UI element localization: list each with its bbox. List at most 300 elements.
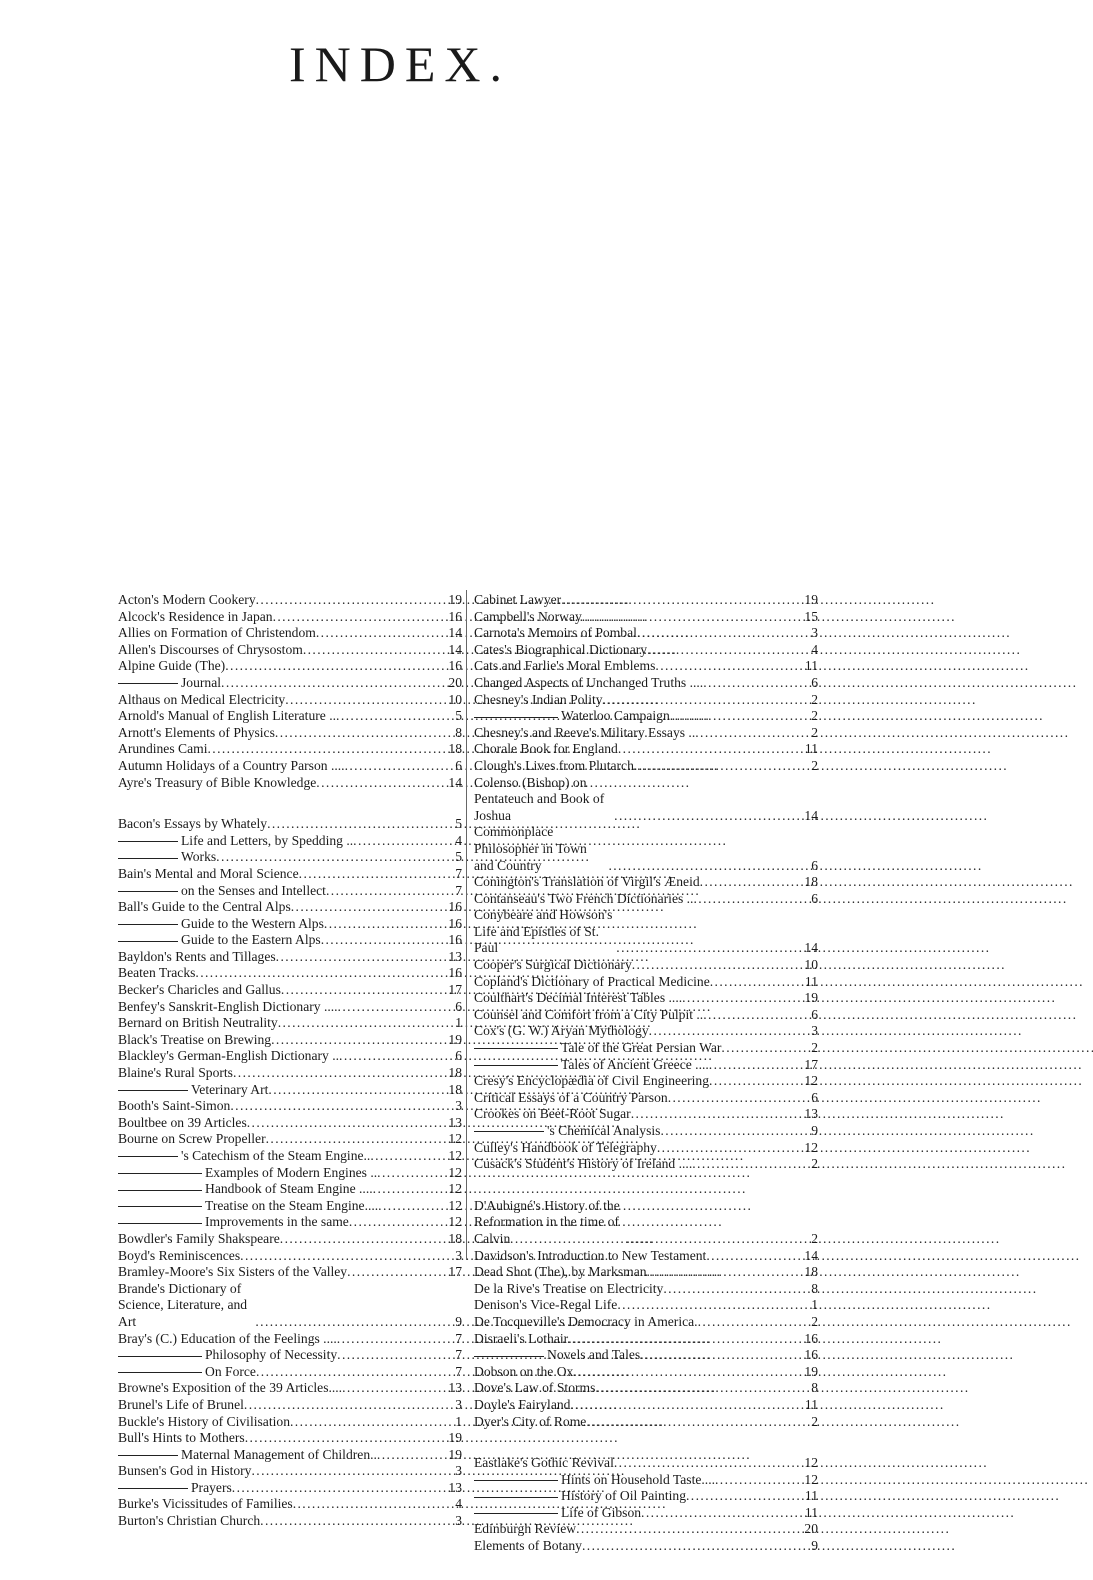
index-entry [474, 891, 818, 908]
ditto-rule [474, 1048, 558, 1049]
entry-text: Chesney's Indian Polity [474, 691, 603, 707]
entry-page-number: 12 [448, 1197, 462, 1213]
index-entry [118, 609, 462, 626]
entry-title [118, 1231, 280, 1248]
leader-dots [617, 1297, 796, 1314]
leader-dots [276, 949, 440, 966]
entry-page-number: 19 [448, 1430, 462, 1446]
leader-dots [278, 1015, 440, 1032]
index-entry [474, 1073, 818, 1090]
entry-text: Brande's Dictionary of Science, Literature, and Art [118, 1280, 248, 1329]
entry-text: Doyle's Fairyland [474, 1396, 571, 1412]
entry-title [474, 1106, 631, 1123]
entry-title [118, 965, 195, 982]
index-entry [118, 866, 462, 883]
entry-text: Cates's Biographical Dictionary [474, 641, 648, 657]
entry-title [474, 891, 693, 908]
index-entry [474, 974, 818, 991]
index-entry [474, 824, 818, 874]
leader-dots [715, 1472, 796, 1489]
leader-dots [255, 1314, 440, 1331]
entry-text: Becker's Charicles and Gallus [118, 982, 281, 998]
index-entry [474, 1123, 818, 1140]
index-section [118, 592, 462, 791]
entry-text: Brunel's Life of Brunel [118, 1396, 244, 1412]
entry-text: Bernard on British Neutrality [118, 1015, 278, 1031]
leader-dots [342, 1380, 440, 1397]
leader-dots [324, 916, 440, 933]
entry-title [118, 1198, 378, 1215]
index-entry [474, 708, 818, 725]
index-entry [474, 1264, 818, 1281]
entry-page-number: 17 [448, 1264, 462, 1280]
leader-dots [570, 1397, 796, 1414]
leader-dots [709, 1057, 796, 1074]
entry-title [474, 1023, 649, 1040]
entry-text: De Tocqueville's Democracy in America. [474, 1313, 698, 1329]
leader-dots [285, 692, 440, 709]
entry-text: De la Rive's Treatise on Electricity [474, 1280, 664, 1296]
entry-title [118, 675, 221, 692]
leader-dots [221, 675, 440, 692]
index-entry [474, 758, 818, 775]
leader-dots [293, 1496, 440, 1513]
entry-text: Examples of Modern Engines .. [205, 1164, 378, 1180]
index-entry [474, 1140, 818, 1157]
index-entry [474, 1521, 818, 1538]
entry-text: Davidson's Introduction to New Testament [474, 1247, 707, 1263]
entry-text: Autumn Holidays of a Country Parson .... [118, 757, 345, 773]
entry-text: Improvements in the same [205, 1214, 349, 1230]
leader-dots [338, 999, 440, 1016]
entry-page-number: 11 [804, 973, 818, 989]
leader-dots [232, 1480, 440, 1497]
index-entry [118, 1082, 462, 1099]
entry-page-number: 2 [811, 1040, 818, 1056]
index-entry [118, 999, 462, 1016]
index-entry [474, 1455, 818, 1472]
leader-dots [271, 1032, 440, 1049]
index-entry [118, 1414, 462, 1431]
index-entry [474, 1314, 818, 1331]
leader-dots [251, 1463, 440, 1480]
entry-page-number: 6 [811, 674, 818, 690]
leader-dots [225, 658, 440, 675]
index-entry [474, 1248, 818, 1265]
entry-title [118, 658, 225, 675]
entry-title [118, 1281, 255, 1331]
entry-title [118, 1496, 293, 1513]
leader-dots [377, 1165, 440, 1182]
leader-dots [710, 974, 796, 991]
entry-title [118, 1463, 251, 1480]
entry-title [118, 1048, 339, 1065]
ditto-rule [118, 1223, 202, 1224]
entry-page-number: 6 [811, 1089, 818, 1105]
leader-dots [336, 708, 440, 725]
entry-text: Guide to the Eastern Alps [181, 932, 321, 948]
entry-title [118, 866, 299, 883]
leader-dots [316, 775, 440, 792]
leader-dots [632, 957, 796, 974]
leader-dots [233, 1065, 440, 1082]
entry-page-number: 14 [804, 807, 818, 823]
entry-page-number: 2 [811, 1413, 818, 1429]
entry-text: Guide to the Western Alps [181, 915, 324, 931]
entry-title [474, 1198, 626, 1248]
index-entry [474, 592, 818, 609]
entry-title [118, 1032, 271, 1049]
entry-title [474, 1380, 595, 1397]
index-entry [118, 1115, 462, 1132]
entry-text: D'Aubigné's History of the Reformation in the time of Calvin [474, 1197, 620, 1246]
entry-title [474, 1123, 660, 1140]
entry-page-number: 14 [448, 774, 462, 790]
entry-text: Bunsen's God in History [118, 1463, 252, 1479]
index-entry [118, 1513, 462, 1530]
entry-title [474, 1281, 663, 1298]
entry-title [118, 883, 326, 900]
index-entry [474, 1331, 818, 1348]
entry-text: Dyer's City of Rome [474, 1413, 587, 1429]
leader-dots [280, 1231, 440, 1248]
leader-dots [321, 932, 440, 949]
ditto-rule [118, 841, 178, 842]
leader-dots [353, 833, 440, 850]
entry-page-number: 9 [811, 1123, 818, 1138]
entry-text: Journal [181, 674, 222, 690]
entry-page-number: 2 [811, 757, 818, 773]
entry-text: Eastlake's Gothic Revival [474, 1455, 614, 1471]
entry-page-number: 3 [811, 1023, 818, 1039]
index-entry [118, 708, 462, 725]
entry-text: Bacon's Essays by Whately [118, 816, 268, 832]
entry-page-number: 11 [804, 741, 818, 757]
entry-title [118, 1148, 370, 1165]
entry-text: Bramley-Moore's Six Sisters of the Valley [118, 1264, 348, 1280]
leader-dots [657, 1140, 796, 1157]
index-entry [118, 916, 462, 933]
entry-page-number: 17 [448, 982, 462, 998]
entry-page-number: 14 [804, 940, 818, 956]
entry-page-number: 9 [455, 1313, 462, 1329]
entry-text: Dove's Law of Storms [474, 1380, 596, 1396]
entry-text: Life and Letters, by Spedding .. [181, 832, 354, 848]
index-entry [118, 1198, 462, 1215]
ditto-rule [118, 924, 178, 925]
entry-page-number: 18 [448, 1081, 462, 1097]
index-entry [118, 1032, 462, 1049]
ditto-rule [118, 1156, 178, 1157]
leader-dots [721, 1040, 796, 1057]
leader-dots [247, 1115, 440, 1132]
leader-dots [378, 1198, 440, 1215]
entry-page-number: 13 [448, 1114, 462, 1130]
entry-page-number: 18 [804, 874, 818, 890]
entry-page-number: 2 [811, 1230, 818, 1246]
entry-page-number: 5 [455, 816, 462, 832]
leader-dots [703, 1007, 796, 1024]
entry-page-number: 3 [455, 1463, 462, 1479]
entry-text: Critical Essays of a Country Parson [474, 1089, 668, 1105]
entry-text: Handbook of Steam Engine .... [205, 1181, 373, 1197]
entry-text: Conington's Translation of Virgil's Æneid [474, 874, 700, 890]
entry-text: Browne's Exposition of the 39 Articles.... [118, 1380, 343, 1396]
entry-text: Bull's Hints to Mothers [118, 1430, 245, 1446]
entry-text: Arnold's Manual of English Literature .. [118, 708, 337, 724]
entry-page-number: 16 [804, 1330, 818, 1346]
ditto-rule [118, 1173, 202, 1174]
entry-text: Allen's Discourses of Chrysostom [118, 641, 303, 657]
entry-page-number: 10 [804, 957, 818, 973]
index-entry [118, 965, 462, 982]
entry-text: Waterloo Campaign [561, 708, 670, 724]
entry-text: Colenso (Bishop) on Pentateuch and Book of Joshua [474, 774, 605, 823]
entry-page-number: 2 [811, 1156, 818, 1172]
entry-page-number: 1 [455, 1015, 462, 1031]
entry-page-number: 2 [811, 708, 818, 724]
index-entry [118, 758, 462, 775]
index-entry [118, 625, 462, 642]
leader-dots [663, 1281, 796, 1298]
entry-title [118, 1397, 244, 1414]
index-entry [118, 1148, 462, 1165]
index-entry [118, 883, 462, 900]
leader-dots [660, 1123, 796, 1140]
entry-page-number: 13 [804, 1106, 818, 1122]
entry-text: Beaten Tracks [118, 965, 196, 981]
index-entry [474, 675, 818, 692]
index-entry [118, 1264, 462, 1281]
entry-text: Cabinet Lawyer [474, 592, 562, 607]
entry-text: Bowdler's Family Shakspeare [118, 1230, 280, 1246]
leader-dots [281, 982, 440, 999]
entry-title [118, 1165, 377, 1182]
leader-dots [631, 1106, 796, 1123]
leader-dots [347, 1264, 440, 1281]
index-entry [118, 1430, 462, 1447]
leader-dots [370, 1148, 440, 1165]
entry-text: Prayers [191, 1479, 232, 1495]
index-entry [474, 874, 818, 891]
index-entry [474, 1007, 818, 1024]
entry-title [474, 1331, 568, 1348]
entry-title [118, 609, 273, 626]
page-title: INDEX. [288, 36, 512, 92]
entry-text: Novels and Tales [547, 1347, 641, 1363]
entry-text: Arundines Cami [118, 741, 208, 757]
entry-text: Ayre's Treasury of Bible Knowledge [118, 774, 317, 790]
entry-title [474, 957, 632, 974]
entry-title [474, 1297, 617, 1314]
entry-page-number: 16 [804, 1347, 818, 1363]
entry-title [474, 1364, 573, 1381]
entry-text: Alpine Guide (The) [118, 658, 226, 674]
entry-title [118, 1364, 256, 1381]
entry-title [118, 775, 316, 792]
leader-dots [603, 692, 796, 709]
entry-text: Tales of Ancient Greece .... [561, 1056, 709, 1072]
ditto-rule [474, 1065, 558, 1066]
index-entry [474, 1505, 818, 1522]
leader-dots [290, 1414, 440, 1431]
leader-dots [698, 1314, 796, 1331]
leader-dots [668, 1090, 796, 1107]
entry-page-number: 6 [811, 857, 818, 873]
index-entry [118, 1447, 462, 1464]
entry-title [474, 1414, 586, 1431]
entry-title [474, 1488, 686, 1505]
index-entry [118, 833, 462, 850]
entry-text: Contanseau's Two French Dictionaries .. [474, 890, 694, 906]
entry-text: 's Catechism of the Steam Engine.. [181, 1148, 371, 1163]
index-entry [474, 1380, 818, 1397]
entry-page-number: 1 [455, 1413, 462, 1429]
entry-page-number: 12 [804, 1073, 818, 1089]
entry-page-number: 18 [448, 741, 462, 757]
index-entry [474, 1347, 818, 1364]
entry-title [118, 725, 275, 742]
entry-page-number: 20 [804, 1521, 818, 1537]
index-entry [474, 609, 818, 626]
entry-text: Burke's Vicissitudes of Families [118, 1496, 293, 1512]
entry-page-number: 15 [804, 608, 818, 624]
entry-page-number: 2 [811, 1313, 818, 1329]
index-entry [118, 1380, 462, 1397]
leader-dots [268, 1082, 440, 1099]
entry-title [474, 692, 603, 709]
entry-title [118, 1513, 260, 1530]
entry-page-number: 3 [811, 625, 818, 641]
entry-text: Philosophy of Necessity [205, 1347, 338, 1363]
entry-title [118, 816, 267, 833]
ditto-rule [118, 1090, 188, 1091]
entry-text: Culley's Handbook of Telegraphy [474, 1139, 657, 1155]
entry-page-number: 12 [448, 1181, 462, 1197]
entry-text: Tale of the Great Persian War [561, 1040, 722, 1056]
entry-title [474, 1040, 721, 1057]
index-entry [474, 1538, 818, 1555]
leader-dots [626, 1231, 796, 1248]
entry-page-number: 13 [448, 1380, 462, 1396]
leader-dots [695, 725, 796, 742]
index-entry [118, 1131, 462, 1148]
entry-title [474, 1248, 706, 1265]
entry-title [118, 999, 338, 1016]
entry-text: Alcock's Residence in Japan [118, 608, 273, 624]
column-divider [466, 590, 467, 1260]
entry-text: 's Chemical Analysis [547, 1123, 661, 1138]
entry-title [474, 625, 637, 642]
entry-page-number: 3 [455, 1098, 462, 1114]
entry-page-number: 2 [811, 691, 818, 707]
entry-text: Counsel and Comfort from a City Pulpit .. [474, 1006, 704, 1022]
leader-dots [655, 658, 796, 675]
leader-dots [291, 899, 440, 916]
entry-text: Bain's Mental and Moral Science [118, 865, 299, 881]
leader-dots [608, 858, 796, 875]
entry-text: History of Oil Painting [561, 1488, 686, 1504]
index-column-left [118, 592, 462, 1555]
index-entry [474, 957, 818, 974]
leader-dots [649, 1023, 796, 1040]
leader-dots [267, 816, 440, 833]
entry-title [118, 1181, 373, 1198]
index-entry [118, 816, 462, 833]
entry-text: Denison's Vice-Regal Life [474, 1297, 618, 1313]
entry-text: Blaine's Rural Sports [118, 1065, 233, 1081]
ditto-rule [474, 1513, 558, 1514]
entry-title [474, 758, 634, 775]
entry-title [118, 949, 276, 966]
leader-dots [195, 965, 440, 982]
index-entry [118, 849, 462, 866]
entry-title [474, 1455, 614, 1472]
entry-text: Edinburgh Review [474, 1521, 577, 1537]
ditto-rule [474, 1356, 544, 1357]
entry-title [118, 849, 216, 866]
entry-page-number: 8 [455, 724, 462, 740]
leader-dots [561, 592, 796, 609]
index-section [474, 1455, 818, 1555]
entry-title [474, 775, 614, 825]
leader-dots [582, 609, 796, 626]
entry-title [474, 824, 608, 874]
entry-text: Buckle's History of Civilisation [118, 1413, 290, 1429]
index-entry [474, 1414, 818, 1431]
ditto-rule [118, 1488, 188, 1489]
entry-text: Cresy's Encyclopædia of Civil Engineering [474, 1073, 710, 1089]
entry-page-number: 19 [448, 1446, 462, 1462]
entry-page-number: 12 [448, 1214, 462, 1230]
index-entry [474, 1040, 818, 1057]
leader-dots [686, 1488, 796, 1505]
leader-dots [245, 1430, 440, 1447]
index-entry [474, 1156, 818, 1173]
leader-dots [345, 758, 440, 775]
entry-page-number: 7 [455, 1347, 462, 1363]
entry-page-number: 6 [455, 998, 462, 1014]
ditto-rule [474, 1131, 544, 1132]
leader-dots [641, 1505, 796, 1522]
entry-title [474, 642, 647, 659]
index-entry [474, 1023, 818, 1040]
index-entry [118, 1231, 462, 1248]
entry-page-number: 14 [448, 625, 462, 641]
entry-text: Acton's Modern Cookery [118, 592, 256, 607]
entry-title [118, 1115, 247, 1132]
leader-dots [256, 592, 440, 609]
entry-page-number: 17 [804, 1056, 818, 1072]
entry-title [118, 758, 345, 775]
leader-dots [266, 1131, 440, 1148]
leader-dots [647, 642, 796, 659]
leader-dots [303, 642, 440, 659]
entry-page-number: 10 [448, 691, 462, 707]
leader-dots [616, 940, 796, 957]
leader-dots [256, 1364, 440, 1381]
entry-text: Bray's (C.) Education of the Feelings .... [118, 1330, 337, 1346]
index-entry [118, 1181, 462, 1198]
index-entry [474, 1090, 818, 1107]
entry-page-number: 4 [455, 1496, 462, 1512]
leader-dots [377, 1447, 440, 1464]
entry-text: Boyd's Reminiscences [118, 1247, 241, 1263]
index-entry [474, 725, 818, 742]
entry-page-number: 6 [455, 1048, 462, 1064]
index-entry [118, 725, 462, 742]
entry-title [474, 1472, 715, 1489]
